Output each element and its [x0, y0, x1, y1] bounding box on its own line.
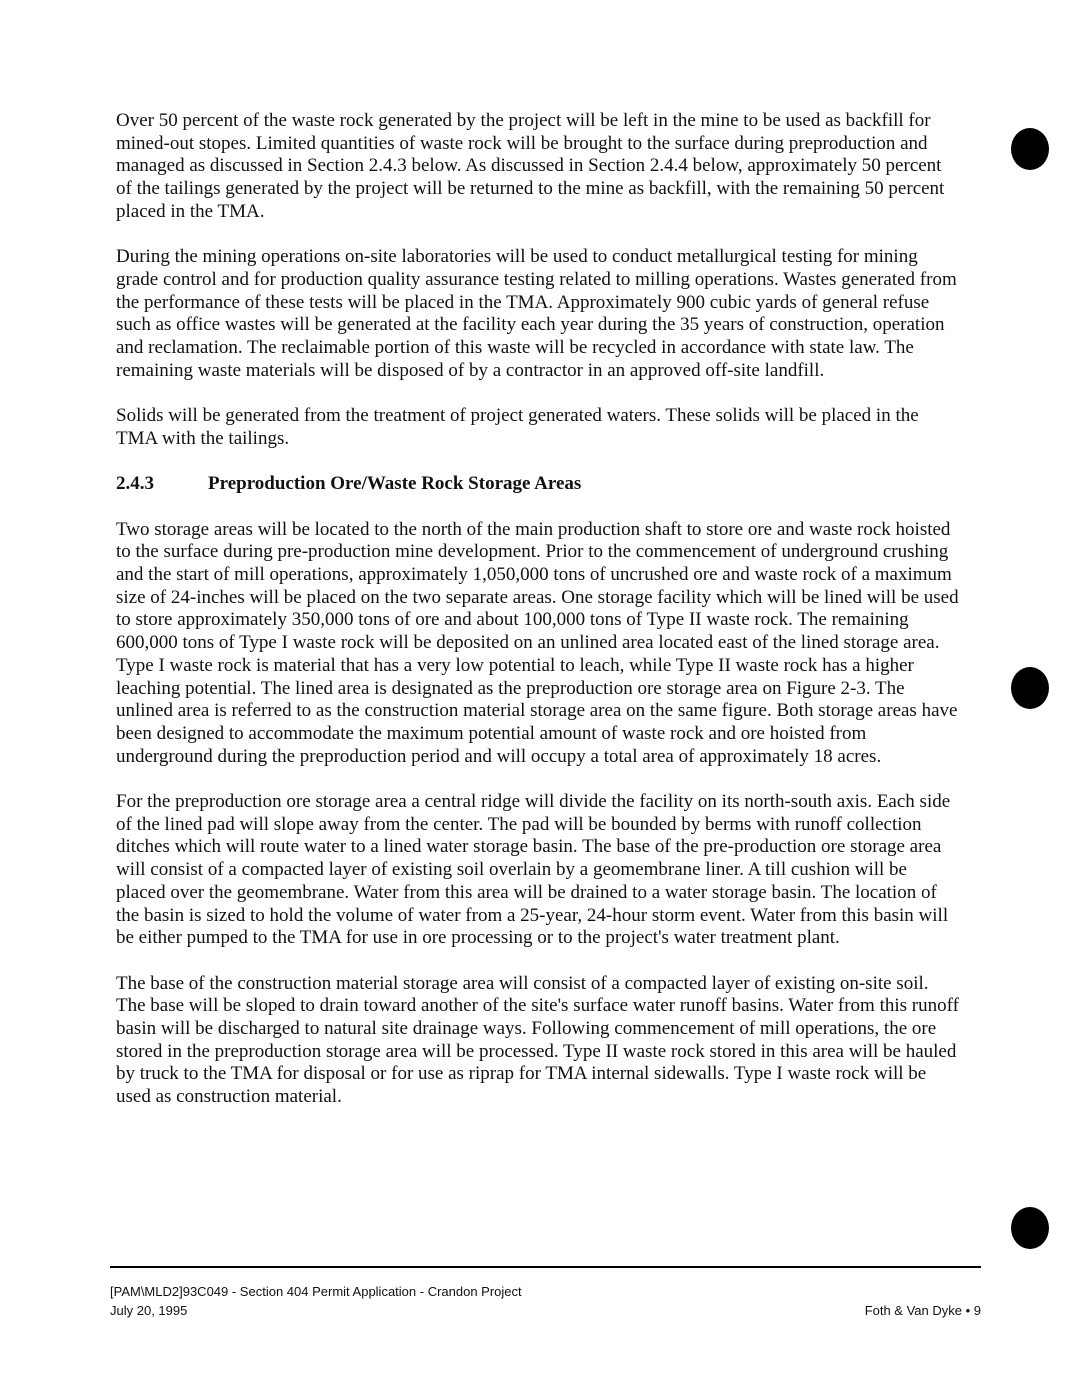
footer-divider — [110, 1266, 981, 1268]
footer-page-label: Foth & Van Dyke • 9 — [864, 1303, 981, 1318]
section-heading — [116, 473, 961, 496]
section-number: 2.4.3 — [116, 473, 154, 495]
section-title: Preproduction Ore/Waste Rock Storage Areas — [208, 473, 582, 495]
document-body — [116, 110, 961, 1132]
punch-hole-top — [1011, 128, 1049, 170]
paragraph-construction-material-area: The base of the construction material storage area will consist of a compacted layer of existing on-site soil. The base will be sloped to drain toward another of the site's surface water runoff basins. Water from this runoff basin will be discharged to natural site drainage ways. Following commencement of mill operations, the ore stored in the preproduction storage area will be processed. Type II waste rock stored in this area will be hauled by truck to the TMA for disposal or for use as riprap for TMA internal sidewalls. Type I waste rock will be used as construction material. — [116, 972, 959, 1108]
punch-hole-middle — [1011, 667, 1049, 709]
paragraph-waste-rock-backfill: Over 50 percent of the waste rock generated by the project will be left in the mine to be used as backfill for mined-out stopes. Limited quantities of waste rock will be brought to the surface during preproduction and managed as discussed in Section 2.4.3 below. As discussed in Section 2.4.4 below, approximately 50 percent of the tailings generated by the project will be returned to the mine as backfill, with the remaining 50 percent placed in the TMA. — [116, 110, 945, 222]
paragraph-ore-storage-area: For the preproduction ore storage area a central ridge will divide the facility on its north-south axis. Each side of the lined pad will slope away from the center. The pad will be bounded by berms with runoff collection ditches which will route water to a lined water storage basin. The base of the pre-production ore storage area will consist of a compacted layer of existing soil overlain by a geomembrane liner. A till cushion will be placed over the geomembrane. Water from this area will be drained to a water storage basin. The location of the basin is sized to hold the volume of water from a 25-year, 24-hour storm event. Water from this basin will be either pumped to the TMA for use in ore processing or to the project's water treatment plant. — [116, 791, 951, 949]
footer-document-id: [PAM\MLD2]93C049 - Section 404 Permit Application - Crandon Project — [110, 1284, 522, 1299]
paragraph-treatment-solids: Solids will be generated from the treatment of project generated waters. These solids will be placed in the TMA with the tailings. — [116, 405, 919, 449]
punch-hole-bottom — [1011, 1207, 1049, 1249]
paragraph-laboratory-wastes: During the mining operations on-site laboratories will be used to conduct metallurgical testing for mining grade control and for production quality assurance testing related to milling operations. Wastes generated from the performance of these tests will be placed in the TMA. Approximately 900 cubic yards of general refuse such as office wastes will be generated at the facility each year during the 35 years of construction, operation and reclamation. The reclaimable portion of this waste will be recycled in accordance with state law. The remaining waste materials will be disposed of by a contractor in an approved off-site landfill. — [116, 246, 957, 381]
paragraph-storage-areas: Two storage areas will be located to the north of the main production shaft to store ore and waste rock hoisted to the surface during pre-production mine development. Prior to the commencement of underground crushing and the start of mill operations, approximately 1,050,000 tons of uncrushed ore and waste rock of a maximum size of 24-inches will be placed on the two separate areas. One storage facility which will be lined will be used to store approximately 350,000 tons of ore and about 100,000 tons of Type II waste rock. The remaining 600,000 tons of Type I waste rock will be deposited on an unlined area located east of the lined storage area. Type I waste rock is material that has a very low potential to leach, while Type II waste rock has a higher leaching potential. The lined area is designated as the preproduction ore storage area on Figure 2-3. The unlined area is referred to as the construction material storage area on the same figure. Both storage areas have been designed to accommodate the maximum potential amount of waste rock and ore hoisted from underground during the preproduction period and will occupy a total area of approximately 18 acres. — [116, 518, 959, 767]
footer-date: July 20, 1995 — [110, 1303, 188, 1318]
page-footer — [110, 1282, 981, 1320]
